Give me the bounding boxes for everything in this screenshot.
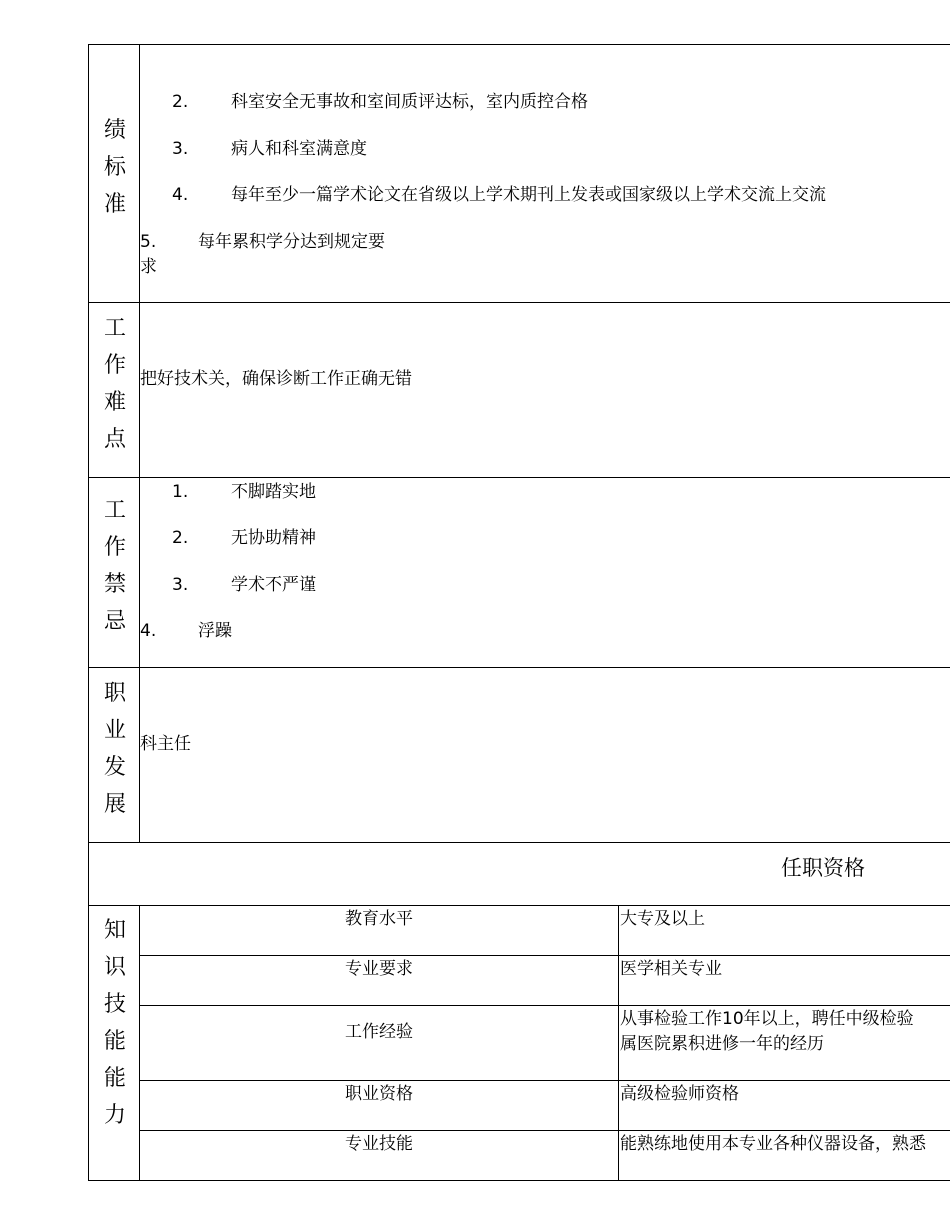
performance-item-text: 科室安全无事故和室间质评达标，室内质控合格 (231, 92, 588, 112)
taboo-label (89, 492, 139, 640)
performance-label-text: 绩标准 (104, 118, 127, 217)
taboo-item-text: 无协助精神 (231, 528, 316, 548)
table-divider (139, 1130, 950, 1131)
performance-item (172, 139, 188, 159)
difficulty-label (89, 310, 139, 458)
table-divider (88, 842, 950, 843)
item-number: 4. (172, 185, 189, 205)
table-divider (139, 1080, 950, 1081)
knowledge-label (89, 912, 139, 1134)
table-divider (139, 1005, 950, 1006)
career-text: 科主任 (140, 734, 191, 754)
item-number: 3. (172, 139, 189, 159)
taboo-item-number: 4. (140, 621, 157, 641)
skills-value: 能熟练地使用本专业各种仪器设备，熟悉 (620, 1134, 926, 1154)
knowledge-label-text: 知识技能能力 (104, 918, 127, 1128)
skills-name: 专业技能 (345, 1134, 413, 1154)
table-border-bottom (88, 1180, 950, 1181)
education-name: 教育水平 (345, 909, 413, 929)
table-divider (88, 667, 950, 668)
experience-value-line2: 属医院累积进修一年的经历 (620, 1034, 824, 1054)
qualification-header: 任职资格 (781, 856, 865, 880)
career-label-text: 职业发展 (104, 681, 127, 817)
taboo-item-text: 学术不严谨 (231, 575, 316, 595)
taboo-item-number: 2. (172, 528, 189, 548)
taboo-item-number: 1. (172, 482, 189, 502)
performance-item-text: 每年累积学分达到规定要 (198, 232, 385, 252)
table-border-top (88, 44, 950, 45)
table-divider (139, 955, 950, 956)
performance-item (172, 185, 188, 205)
certification-value: 高级检验师资格 (620, 1084, 739, 1104)
performance-item-text: 每年至少一篇学术论文在省级以上学术期刊上发表或国家级以上学术交流上交流 (231, 185, 826, 205)
performance-item-text: 病人和科室满意度 (231, 139, 367, 159)
performance-item (172, 92, 188, 112)
experience-value: 从事检验工作10年以上，聘任中级检验 (620, 1009, 914, 1029)
major-value: 医学相关专业 (620, 959, 722, 979)
experience-name: 工作经验 (345, 1022, 413, 1042)
table-divider (88, 905, 950, 906)
table-divider (88, 477, 950, 478)
performance-label (89, 112, 139, 223)
item-number: 2. (172, 92, 189, 112)
education-value: 大专及以上 (620, 909, 705, 929)
certification-name: 职业资格 (345, 1084, 413, 1104)
value-column-divider (618, 905, 619, 1181)
major-name: 专业要求 (345, 959, 413, 979)
performance-item-text-wrap: 求 (140, 257, 157, 277)
taboo-item-text: 不脚踏实地 (231, 482, 316, 502)
difficulty-text: 把好技术关，确保诊断工作正确无错 (140, 369, 412, 389)
taboo-item-text: 浮躁 (198, 621, 232, 641)
difficulty-label-text: 工作难点 (104, 316, 127, 452)
taboo-item-number: 3. (172, 575, 189, 595)
taboo-label-text: 工作禁忌 (104, 498, 127, 634)
performance-item-number: 5. (140, 232, 157, 252)
career-label (89, 675, 139, 823)
label-column-divider (139, 44, 140, 843)
table-divider (88, 302, 950, 303)
